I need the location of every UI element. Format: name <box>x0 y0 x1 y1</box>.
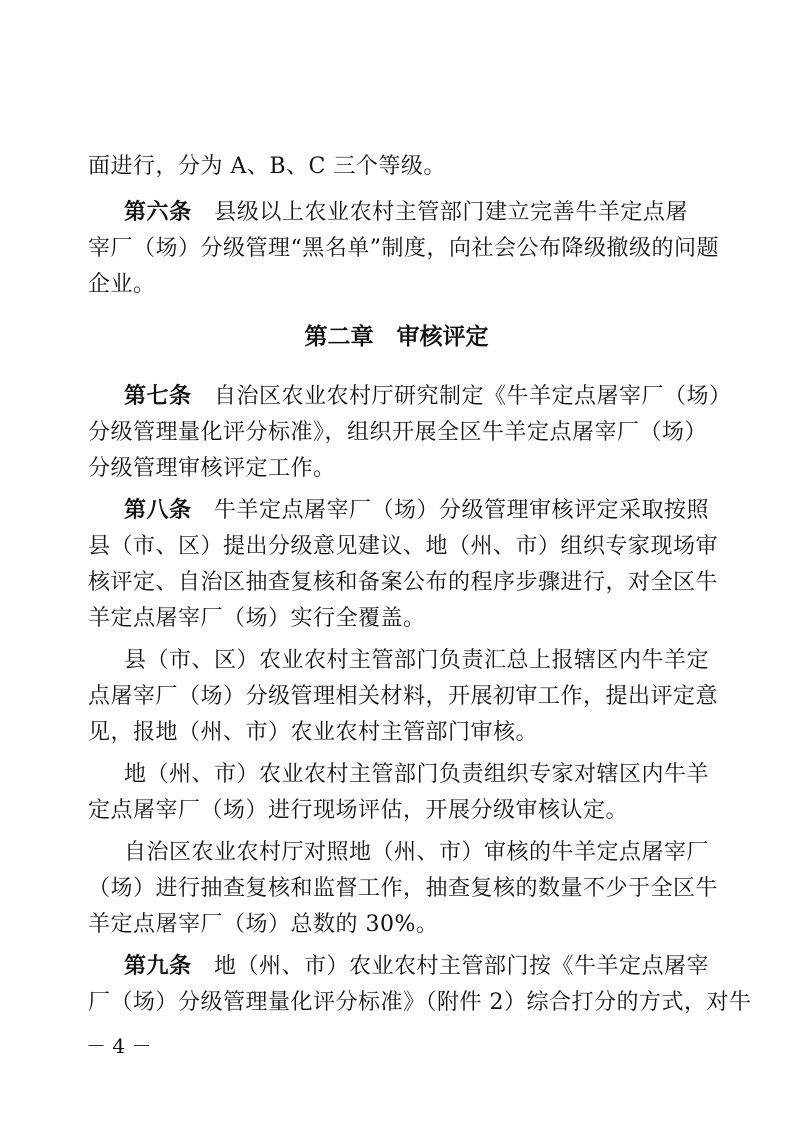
article-9-line-1: 第九条 地（州、市）农业农村主管部门按《牛羊定点屠宰 <box>124 954 710 979</box>
text-line: 宰厂（场）分级管理“黑名单”制度，向社会公布降级撤级的问题 <box>88 236 719 261</box>
text-line: 羊定点屠宰厂（场）总数的 30%。 <box>88 912 439 937</box>
text-line: 核评定、自治区抽查复核和备案公布的程序步骤进行，对全区牛 <box>88 570 719 595</box>
text-line: 自治区农业农村厅对照地（州、市）审核的牛羊定点屠宰厂 <box>124 840 710 865</box>
text-line: 见，报地（州、市）农业农村主管部门审核。 <box>88 720 539 745</box>
page-number: － 4 － <box>86 1034 152 1058</box>
text-line: 分级管理量化评分标准》，组织开展全区牛羊定点屠宰厂（场） <box>88 420 708 445</box>
text-line: 定点屠宰厂（场）进行现场评估，开展分级审核认定。 <box>88 798 629 823</box>
text-line: 企业。 <box>88 272 156 297</box>
text-line: 地（州、市）农业农村主管部门负责组织专家对辖区内牛羊 <box>124 762 710 787</box>
text-line: 点屠宰厂（场）分级管理相关材料，开展初审工作，提出评定意 <box>88 684 719 709</box>
article-label: 第八条 <box>124 498 192 523</box>
article-6-line-1: 第六条 县级以上农业农村主管部门建立完善牛羊定点屠 <box>124 200 688 225</box>
article-label: 第六条 <box>124 200 192 225</box>
article-label: 第七条 <box>124 384 192 409</box>
text-line: （场）进行抽查复核和监督工作，抽查复核的数量不少于全区牛 <box>88 876 719 901</box>
text-line: 县（市、区）提出分级意见建议、地（州、市）组织专家现场审 <box>88 534 719 559</box>
chapter-heading: 第二章 审核评定 <box>304 324 489 350</box>
text-line: 厂（场）分级管理量化评分标准》（附件 2）综合打分的方式，对牛 <box>88 990 752 1015</box>
text-line: 羊定点屠宰厂（场）实行全覆盖。 <box>88 606 426 631</box>
text-line: 县（市、区）农业农村主管部门负责汇总上报辖区内牛羊定 <box>124 648 710 673</box>
article-7-line-1: 第七条 自治区农业农村厅研究制定《牛羊定点屠宰厂（场） <box>124 384 732 409</box>
article-label: 第九条 <box>124 954 192 979</box>
article-8-line-1: 第八条 牛羊定点屠宰厂（场）分级管理审核评定采取按照 <box>124 498 710 523</box>
text-line: 面进行，分为 A、B、C 三个等级。 <box>88 154 446 179</box>
text-line: 分级管理审核评定工作。 <box>88 456 336 481</box>
